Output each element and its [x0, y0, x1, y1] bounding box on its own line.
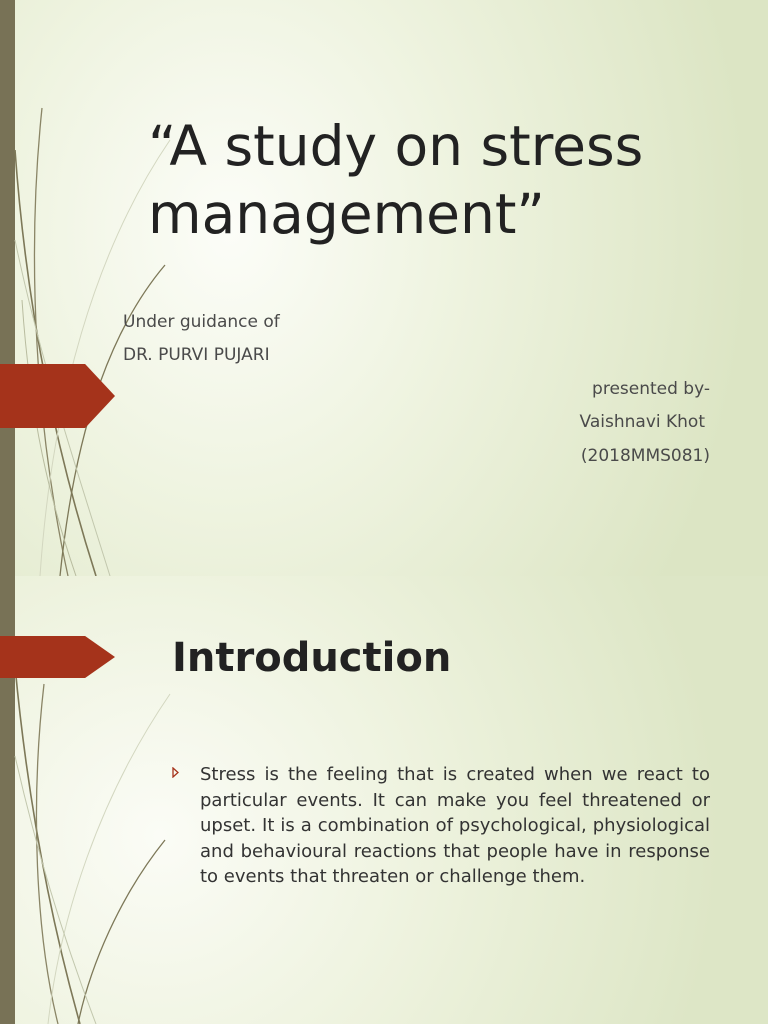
presenter-name: Vaishnavi Khot — [579, 412, 705, 432]
list-item — [172, 762, 710, 890]
hollow-triangle-bullet-icon — [172, 767, 179, 778]
slide-title: “A study on stress management” — [148, 114, 644, 246]
presenter-id: (2018MMS081) — [580, 446, 710, 466]
guide-name: DR. PURVI PUJARI — [123, 345, 270, 365]
bullet-list — [172, 762, 710, 890]
bullet-text: Stress is the feeling that is created when we react to particular events. It can make you feel threatened or upset. It is a combination of psychological, physiological and behavioural reactions that people have in response to events that threaten or challenge them. — [200, 764, 710, 887]
decorative-grass-lines — [0, 0, 200, 576]
presented-by-label: presented by- — [592, 379, 710, 399]
slide-2 — [0, 576, 768, 1024]
guidance-label: Under guidance of — [123, 312, 280, 332]
slide-heading: Introduction — [172, 635, 452, 681]
